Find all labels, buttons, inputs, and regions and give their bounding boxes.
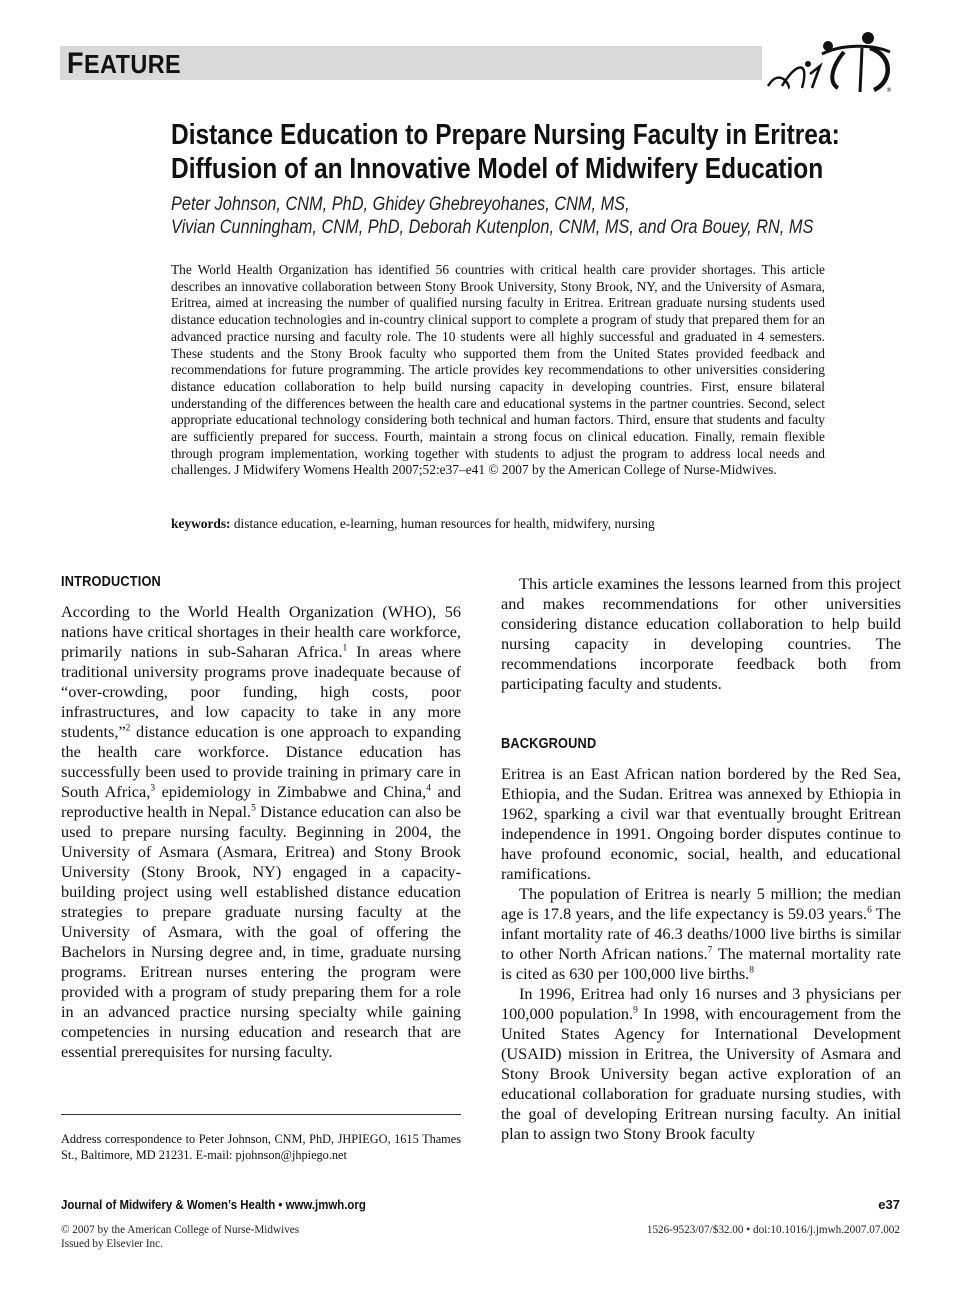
ref-link[interactable]: 2: [125, 723, 131, 734]
intro-paragraph-2: This article examines the lessons learned from this project and makes recommendations for other universities considering distance education collaboration to help build nursing capacity in developing countries. The recommendations incorporate feedback both from participating faculty and students.: [501, 574, 901, 693]
ref-link[interactable]: 1: [342, 643, 348, 654]
registered-mark: ®: [886, 87, 892, 94]
abstract: The World Health Organization has identified 56 countries with critical health care provider shortages. This article describes an innovative collaboration between Stony Brook University, Stony Brook, NY, and the University of Asmara, Eritrea, aimed at increasing the number of qualified nursing faculty in Eritrea. Eritrean graduate nursing students used distance education technologies and in-country clinical support to complete a program of study that prepared them for an advanced practice nursing and faculty role. The 10 students were all highly successful and graduated in 4 semesters. These students and the Stony Brook faculty who supported them from the United States provided feedback and recommendations for future programming. The article provides key recommendations to other universities considering distance education collaboration to help build nursing capacity in developing countries. First, ensure bilateral understanding of the differences between the health care and educational systems in the partner countries. Second, select appropriate educational technology considering both technical and human factors. Third, ensure that students and faculty are sufficiently prepared for success. Fourth, maintain a strong focus on clinical education. Finally, remain flexible through program implementation, working together with students to adjust the program to address local needs and challenges. J Midwifery Womens Health 2007;52:e37–e41 © 2007 by the American College of Nurse-Midwives.: [171, 262, 825, 478]
section-label: FEATURE: [67, 47, 182, 80]
left-column: [61, 570, 461, 1062]
footer-doi: 1526-9523/07/$32.00 • doi:10.1016/j.jmwh.2007.07.002: [646, 1224, 900, 1236]
keywords: keywords: distance education, e-learning, human resources for health, midwifery, nursing: [171, 516, 655, 531]
right-column: [501, 570, 901, 1144]
ref-link[interactable]: 7: [707, 945, 713, 956]
footer-copyright: © 2007 by the American College of Nurse-Midwives Issued by Elsevier Inc.: [61, 1224, 300, 1250]
ref-link[interactable]: 6: [867, 905, 872, 916]
ref-link[interactable]: 9: [633, 1005, 638, 1016]
background-heading: BACKGROUND: [501, 736, 597, 752]
acnm-logo-icon: [762, 26, 902, 96]
introduction-heading: INTRODUCTION: [61, 574, 161, 590]
background-paragraph-3: In 1996, Eritrea had only 16 nurses and 3 physicians per 100,000 population.$^9$ In 1998, with encouragement from the United States Agency for International Development (USAID) mission in Eritrea, the University of Asmara and Stony Brook University began active exploration of an educational collaboration for graduate nursing studies, with the goal of developing Eritrean nursing faculty. An initial plan to assign two Stony Brook faculty: [501, 984, 901, 1143]
ref-link[interactable]: 8: [749, 965, 754, 976]
correspondence-address: Address correspondence to Peter Johnson, CNM, PhD, JHPIEGO, 1615 Thames St., Baltimore, MD 21231. E-mail: pjohnson@jhpiego.net: [61, 1132, 461, 1162]
background-paragraph-1: Eritrea is an East African nation bordered by the Red Sea, Ethiopia, and the Sudan. Eritrea was annexed by Ethiopia in 1962, sparking a civil war that eventually brought Eritrean independence in 1991. Ongoing border disputes continue to have profound economic, social, health, and educational ramifications.: [501, 764, 901, 883]
ref-link[interactable]: 4: [426, 783, 431, 794]
footer-journal: Journal of Midwifery & Women’s Health • www.jmwh.org: [61, 1197, 366, 1212]
article-authors: Peter Johnson, CNM, PhD, Ghidey Ghebreyohanes, CNM, MS, Vivian Cunningham, CNM, PhD, Deborah Kutenplon, CNM, MS, and Ora Bouey, RN, MS: [171, 194, 814, 238]
background-paragraph-2: The population of Eritrea is nearly 5 million; the median age is 17.8 years, and the life expectancy is 59.03 years.$^6$ The infant mortality rate of 46.3 deaths/1000 live births is similar to other North African nations.$^7$ The maternal mortality rate is cited as 630 per 100,000 live births.$^8$: [501, 884, 901, 983]
footnote-divider: [61, 1114, 461, 1115]
ref-link[interactable]: 5: [251, 803, 256, 814]
page-number: e37: [878, 1197, 900, 1212]
intro-paragraph-1: According to the World Health Organization (WHO), 56 nations have critical shortages in their health care workforce, primarily nations in sub-Saharan Africa.$^1$ In areas where traditional university programs prove inadequate because of “over-crowding, poor funding, high costs, poor infrastructures, and low capacity to take in any more students,”$^2$ distance education is one approach to expanding the health care workforce. Distance education has successfully been used to provide training in primary care in South Africa,$^3$ epidemiology in Zimbabwe and China,$^4$ and reproductive health in Nepal.$^5$ Distance education can also be used to prepare nursing faculty. Beginning in 2004, the University of Asmara (Asmara, Eritrea) and Stony Brook University (Stony Brook, NY) engaged in a capacity-building project using well established distance education strategies to prepare graduate nursing faculty at the University of Asmara, with the goal of offering the Bachelors in Nursing degree and, in time, graduate nursing programs. Eritrean nurses entering the program were provided with a program of study preparing them for a role in an advanced practice nursing specialty while gaining competencies in nursing education and research that are essential prerequisites for nursing faculty.: [61, 602, 462, 1061]
ref-link[interactable]: 3: [150, 783, 156, 794]
article-title: Distance Education to Prepare Nursing Faculty in Eritrea: Diffusion of an Innovative Model of Midwifery Education: [171, 119, 840, 185]
